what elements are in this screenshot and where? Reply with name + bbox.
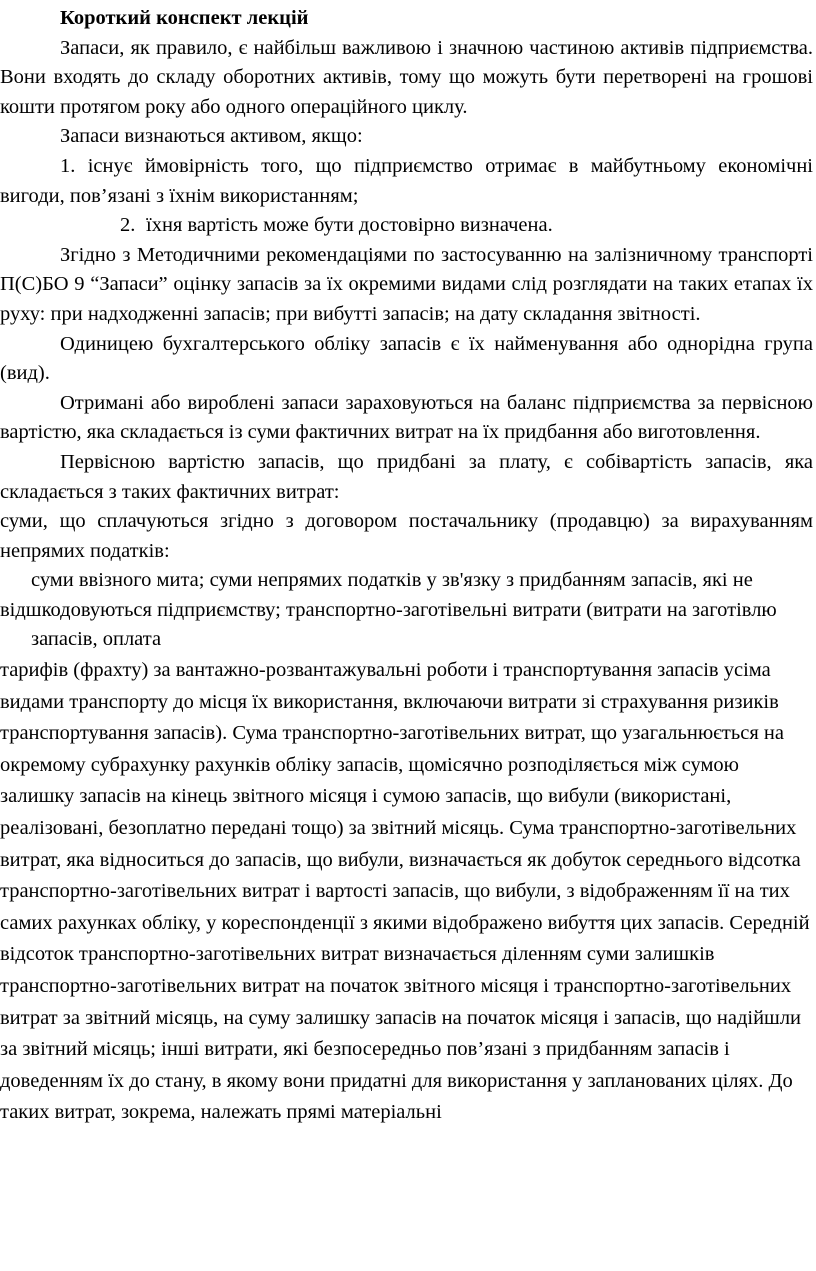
criteria-item-2	[0, 211, 813, 241]
criteria-item-2-number: 2.	[120, 214, 136, 237]
paragraph-tariffs: тарифів (фрахту) за вантажно-розвантажувальні роботи і транспортування запасів усіма видами транспорту до місця їх використання, включаючи витрати зі страхування ризиків транспортування запасів). Сума транспортно-заготівельних витрат, що узагальнюється на окремому субрахунку рахунків обліку запасів, щомісячно розподіляється між сумою залишку запасів на кінець звітного місяця і сумою запасів, що вибули (використані, реалізовані, безоплатно передані тощо) за звітний місяць. Сума транспортно-заготівельних витрат, яка відноситься до запасів, що вибули, визначається як добуток середнього відсотка транспортно-заготівельних витрат і вартості запасів, що вибули, з відображенням її на тих самих рахунках обліку, у кореспонденції з якими відображено вибуття цих запасів. Середній відсоток транспортно-заготівельних витрат визначається діленням суми залишків транспортно-заготівельних витрат на початок звітного місяця і транспортно-заготівельних витрат за звітний місяць, на суму залишку запасів на початок місяця і запасів, що надійшли за звітний місяць; інші витрати, які безпосередньо пов’язані з придбанням запасів і	[0, 659, 810, 1061]
paragraph-recognition-criteria: Запаси визнаються активом, якщо:	[60, 125, 363, 148]
criteria-item-2-text: їхня вартість може бути достовірно визначена.	[146, 214, 553, 237]
paragraph-inventories-intro: Запаси, як правило, є найбільш важливою і значною частиною активів підприємства. Вони входять до складу оборотних активів, тому що можуть бути перетворені на грошові кошти протягом року або одного операційного циклу.	[0, 36, 813, 118]
paragraph-cost-composition: Первісною вартістю запасів, що придбані за плату, є собівартість запасів, яка складається з таких фактичних витрат:	[0, 450, 813, 503]
paragraph-supplier-sums: суми, що сплачуються згідно з договором постачальнику (продавцю) за вирахуванням непрямих податків:	[0, 510, 813, 562]
import-duty-text: суми ввізного мита; суми непрямих податків у зв'язку з придбанням запасів, які не	[31, 569, 753, 592]
paragraph-bringing-to-condition: доведенням їх до стану, в якому вони придатні для використання у запланованих цілях. До таких витрат, зокрема, належать прямі матеріальні	[0, 1069, 793, 1124]
paragraph-initial-cost: Отримані або вироблені запаси зараховуються на баланс підприємства за первісною вартістю, яка складається із суми фактичних витрат на їх придбання або виготовлення.	[0, 391, 813, 444]
paragraph-transport-costs	[0, 596, 813, 655]
paragraph-methodical-recommendations: Згідно з Методичними рекомендаціями по застосуванню на залізничному транспорті П(С)БО 9 “Запаси” оцінку запасів за їх окремими видами слід розглядати на таких етапах їх руху: при надходженні запасів; при вибутті запасів; на дату складання звітності.	[0, 243, 813, 325]
paragraph-accounting-unit: Одиницею бухгалтерського обліку запасів є їх найменування або однорідна група (вид).	[0, 332, 813, 385]
document-title: Короткий конспект лекцій	[60, 7, 309, 29]
transport-costs-text: відшкодовуються підприємству; транспортно-заготівельні витрати (витрати на заготівлю запасів, оплата	[0, 598, 777, 651]
paragraph-import-duty	[0, 566, 813, 596]
criteria-item-1: 1. існує ймовірність того, що підприємство отримає в майбутньому економічні вигоди, пов’язані з їхнім використанням;	[0, 154, 813, 207]
